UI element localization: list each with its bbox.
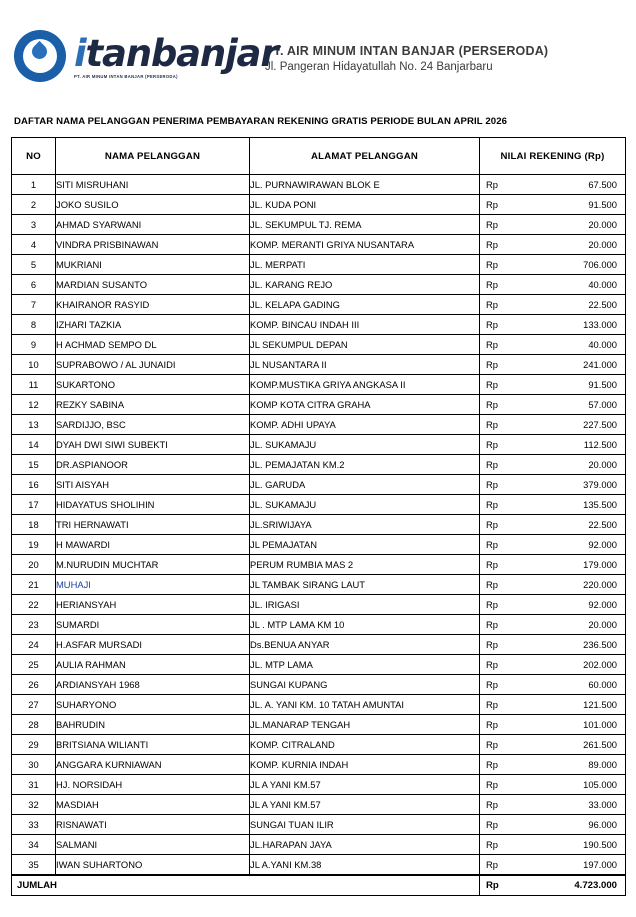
cell-no: 10 [12, 355, 56, 375]
cell-amount [480, 535, 626, 555]
cell-customer-address: JL. KELAPA GADING [250, 295, 480, 315]
customer-table [11, 137, 626, 875]
table-row [12, 175, 626, 195]
cell-amount-value: 236.500 [583, 639, 617, 650]
cell-currency: Rp [486, 699, 498, 710]
cell-no: 5 [12, 255, 56, 275]
total-amount-cell [480, 875, 626, 896]
cell-amount-value: 135.500 [583, 499, 617, 510]
cell-amount-value: 133.000 [583, 319, 617, 330]
cell-no: 28 [12, 715, 56, 735]
cell-amount [480, 555, 626, 575]
cell-amount [480, 455, 626, 475]
cell-customer-name: IZHARI TAZKIA [56, 315, 250, 335]
cell-no: 34 [12, 835, 56, 855]
cell-customer-address: JL. A. YANI KM. 10 TATAH AMUNTAI [250, 695, 480, 715]
cell-currency: Rp [486, 599, 498, 610]
table-header [12, 138, 626, 175]
table-row [12, 235, 626, 255]
cell-amount-value: 190.500 [583, 839, 617, 850]
cell-amount [480, 795, 626, 815]
cell-customer-address: JL A YANI KM.57 [250, 795, 480, 815]
cell-amount-value: 241.000 [583, 359, 617, 370]
table-row [12, 795, 626, 815]
brand-word-prefix: i [74, 32, 86, 75]
cell-customer-address: KOMP. MERANTI GRIYA NUSANTARA [250, 235, 480, 255]
cell-amount [480, 695, 626, 715]
cell-currency: Rp [486, 279, 498, 290]
table-row [12, 455, 626, 475]
cell-no: 32 [12, 795, 56, 815]
cell-customer-name: BAHRUDIN [56, 715, 250, 735]
cell-currency: Rp [486, 239, 498, 250]
cell-amount-value: 22.500 [588, 299, 617, 310]
cell-amount-value: 96.000 [588, 819, 617, 830]
cell-no: 29 [12, 735, 56, 755]
cell-customer-name: VINDRA PRISBINAWAN [56, 235, 250, 255]
total-row [12, 875, 626, 896]
cell-amount-value: 92.000 [588, 599, 617, 610]
cell-amount-value: 261.500 [583, 739, 617, 750]
cell-amount-value: 67.500 [588, 179, 617, 190]
cell-customer-name: MUKRIANI [56, 255, 250, 275]
cell-amount-value: 706.000 [583, 259, 617, 270]
cell-amount [480, 515, 626, 535]
table-row [12, 475, 626, 495]
cell-customer-name: MARDIAN SUSANTO [56, 275, 250, 295]
cell-currency: Rp [486, 779, 498, 790]
cell-amount-value: 101.000 [583, 719, 617, 730]
cell-amount [480, 635, 626, 655]
cell-customer-name: H ACHMAD SEMPO DL [56, 335, 250, 355]
cell-customer-address: JL. KARANG REJO [250, 275, 480, 295]
cell-customer-name: MUHAJI [56, 575, 250, 595]
cell-no: 25 [12, 655, 56, 675]
table-row [12, 555, 626, 575]
cell-amount-value: 20.000 [588, 219, 617, 230]
cell-customer-address: JL A.YANI KM.38 [250, 855, 480, 875]
column-header-address: ALAMAT PELANGGAN [250, 138, 480, 175]
table-row [12, 355, 626, 375]
cell-customer-address: SUNGAI TUAN ILIR [250, 815, 480, 835]
table-row [12, 815, 626, 835]
cell-customer-address: JL TAMBAK SIRANG LAUT [250, 575, 480, 595]
cell-amount [480, 655, 626, 675]
cell-customer-name: MASDIAH [56, 795, 250, 815]
cell-no: 6 [12, 275, 56, 295]
total-label: JUMLAH [12, 875, 480, 896]
cell-amount-value: 105.000 [583, 779, 617, 790]
cell-amount-value: 33.000 [588, 799, 617, 810]
cell-amount [480, 815, 626, 835]
table-row [12, 755, 626, 775]
cell-currency: Rp [486, 819, 498, 830]
table-row [12, 195, 626, 215]
cell-currency: Rp [486, 419, 498, 430]
table-row [12, 495, 626, 515]
cell-amount-value: 60.000 [588, 679, 617, 690]
table-row [12, 775, 626, 795]
cell-no: 22 [12, 595, 56, 615]
cell-currency: Rp [486, 659, 498, 670]
table-row [12, 575, 626, 595]
column-header-amount: NILAI REKENING (Rp) [480, 138, 626, 175]
table-row [12, 835, 626, 855]
page-title: DAFTAR NAMA PELANGGAN PENERIMA PEMBAYARAN REKENING GRATIS PERIODE BULAN APRIL 2026 [14, 116, 508, 127]
table-row [12, 535, 626, 555]
cell-customer-address: JL.SRIWIJAYA [250, 515, 480, 535]
cell-no: 18 [12, 515, 56, 535]
table-row [12, 215, 626, 235]
cell-customer-address: JL. SEKUMPUL TJ. REMA [250, 215, 480, 235]
cell-customer-address: JL . MTP LAMA KM 10 [250, 615, 480, 635]
cell-amount-value: 92.000 [588, 539, 617, 550]
cell-customer-address: JL. PEMAJATAN KM.2 [250, 455, 480, 475]
cell-amount [480, 215, 626, 235]
cell-amount-value: 202.000 [583, 659, 617, 670]
cell-no: 11 [12, 375, 56, 395]
company-name: PT. AIR MINUM INTAN BANJAR (PERSERODA) [265, 43, 549, 58]
cell-customer-name: M.NURUDIN MUCHTAR [56, 555, 250, 575]
cell-currency: Rp [486, 719, 498, 730]
cell-customer-address: JL. KUDA PONI [250, 195, 480, 215]
company-address: Jl. Pangeran Hidayatullah No. 24 Banjarbaru [265, 60, 493, 73]
company-logo-icon [14, 28, 72, 86]
cell-no: 24 [12, 635, 56, 655]
cell-amount [480, 835, 626, 855]
cell-amount [480, 575, 626, 595]
cell-no: 4 [12, 235, 56, 255]
cell-amount-value: 22.500 [588, 519, 617, 530]
cell-amount [480, 335, 626, 355]
cell-currency: Rp [486, 479, 498, 490]
total-amount: 4.723.000 [574, 880, 617, 891]
table-row [12, 275, 626, 295]
cell-no: 1 [12, 175, 56, 195]
cell-customer-address: JL. PURNAWIRAWAN BLOK E [250, 175, 480, 195]
table-row [12, 295, 626, 315]
cell-currency: Rp [486, 339, 498, 350]
cell-customer-name: HIDAYATUS SHOLIHIN [56, 495, 250, 515]
cell-currency: Rp [486, 739, 498, 750]
cell-no: 21 [12, 575, 56, 595]
cell-amount-value: 40.000 [588, 339, 617, 350]
cell-customer-name: REZKY SABINA [56, 395, 250, 415]
cell-amount [480, 195, 626, 215]
cell-customer-name: DYAH DWI SIWI SUBEKTI [56, 435, 250, 455]
cell-customer-address: KOMP. KURNIA INDAH [250, 755, 480, 775]
cell-amount-value: 20.000 [588, 619, 617, 630]
column-header-name: NAMA PELANGGAN [56, 138, 250, 175]
cell-customer-address: JL SEKUMPUL DEPAN [250, 335, 480, 355]
cell-no: 2 [12, 195, 56, 215]
cell-currency: Rp [486, 799, 498, 810]
cell-customer-address: SUNGAI KUPANG [250, 675, 480, 695]
cell-amount [480, 615, 626, 635]
table-row [12, 615, 626, 635]
cell-amount-value: 379.000 [583, 479, 617, 490]
cell-currency: Rp [486, 319, 498, 330]
cell-currency: Rp [486, 619, 498, 630]
cell-customer-name: SUKARTONO [56, 375, 250, 395]
table-row [12, 595, 626, 615]
cell-no: 19 [12, 535, 56, 555]
table-row [12, 635, 626, 655]
cell-no: 20 [12, 555, 56, 575]
cell-currency: Rp [486, 499, 498, 510]
cell-customer-name: SARDIJJO, BSC [56, 415, 250, 435]
cell-currency: Rp [486, 519, 498, 530]
cell-no: 3 [12, 215, 56, 235]
brand-wordmark [74, 32, 278, 79]
table-row [12, 335, 626, 355]
cell-customer-name: BRITSIANA WILIANTI [56, 735, 250, 755]
cell-customer-name: DR.ASPIANOOR [56, 455, 250, 475]
cell-customer-address: KOMP.MUSTIKA GRIYA ANGKASA II [250, 375, 480, 395]
cell-customer-address: JL. IRIGASI [250, 595, 480, 615]
cell-customer-name: H.ASFAR MURSADI [56, 635, 250, 655]
cell-amount [480, 595, 626, 615]
total-currency: Rp [486, 880, 499, 891]
cell-amount [480, 415, 626, 435]
cell-amount [480, 475, 626, 495]
cell-customer-address: JL PEMAJATAN [250, 535, 480, 555]
cell-customer-name: RISNAWATI [56, 815, 250, 835]
cell-customer-address: JL. SUKAMAJU [250, 435, 480, 455]
cell-customer-address: PERUM RUMBIA MAS 2 [250, 555, 480, 575]
cell-amount-value: 220.000 [583, 579, 617, 590]
cell-no: 7 [12, 295, 56, 315]
cell-currency: Rp [486, 559, 498, 570]
cell-customer-name: SALMANI [56, 835, 250, 855]
cell-customer-name: AHMAD SYARWANI [56, 215, 250, 235]
cell-customer-address: KOMP KOTA CITRA GRAHA [250, 395, 480, 415]
cell-currency: Rp [486, 219, 498, 230]
cell-amount-value: 227.500 [583, 419, 617, 430]
cell-currency: Rp [486, 759, 498, 770]
cell-amount-value: 197.000 [583, 859, 617, 870]
cell-customer-address: JL. MERPATI [250, 255, 480, 275]
cell-currency: Rp [486, 379, 498, 390]
cell-amount [480, 755, 626, 775]
cell-amount-value: 91.500 [588, 199, 617, 210]
cell-no: 30 [12, 755, 56, 775]
cell-no: 17 [12, 495, 56, 515]
company-info [265, 42, 548, 73]
cell-currency: Rp [486, 639, 498, 650]
cell-customer-name: TRI HERNAWATI [56, 515, 250, 535]
cell-amount [480, 375, 626, 395]
cell-no: 27 [12, 695, 56, 715]
cell-customer-address: JL.HARAPAN JAYA [250, 835, 480, 855]
cell-customer-address: JL NUSANTARA II [250, 355, 480, 375]
table-row [12, 375, 626, 395]
cell-customer-name: ANGGARA KURNIAWAN [56, 755, 250, 775]
table-row [12, 855, 626, 875]
cell-customer-address: KOMP. ADHI UPAYA [250, 415, 480, 435]
cell-currency: Rp [486, 839, 498, 850]
cell-amount [480, 235, 626, 255]
cell-currency: Rp [486, 299, 498, 310]
cell-currency: Rp [486, 539, 498, 550]
cell-customer-name: KHAIRANOR RASYID [56, 295, 250, 315]
table-row [12, 655, 626, 675]
cell-currency: Rp [486, 579, 498, 590]
table-row [12, 415, 626, 435]
cell-customer-name: HERIANSYAH [56, 595, 250, 615]
cell-amount [480, 675, 626, 695]
cell-amount [480, 435, 626, 455]
cell-no: 35 [12, 855, 56, 875]
cell-currency: Rp [486, 359, 498, 370]
cell-currency: Rp [486, 399, 498, 410]
table-body [12, 175, 626, 875]
cell-customer-name: AULIA RAHMAN [56, 655, 250, 675]
cell-customer-name: SUHARYONO [56, 695, 250, 715]
cell-customer-name: JOKO SUSILO [56, 195, 250, 215]
cell-amount [480, 355, 626, 375]
cell-no: 26 [12, 675, 56, 695]
cell-customer-address: JL. SUKAMAJU [250, 495, 480, 515]
cell-no: 9 [12, 335, 56, 355]
brand-word [74, 32, 278, 75]
cell-amount-value: 89.000 [588, 759, 617, 770]
cell-no: 16 [12, 475, 56, 495]
cell-amount-value: 40.000 [588, 279, 617, 290]
cell-amount [480, 255, 626, 275]
cell-customer-name: SITI MISRUHANI [56, 175, 250, 195]
column-header-no: NO [12, 138, 56, 175]
cell-currency: Rp [486, 259, 498, 270]
cell-no: 14 [12, 435, 56, 455]
brand-word-main: tanbanjar [85, 32, 278, 75]
cell-currency: Rp [486, 439, 498, 450]
table-row [12, 395, 626, 415]
table-row [12, 515, 626, 535]
cell-amount-value: 179.000 [583, 559, 617, 570]
cell-amount [480, 175, 626, 195]
table-row [12, 255, 626, 275]
cell-no: 12 [12, 395, 56, 415]
cell-customer-name: SUMARDI [56, 615, 250, 635]
cell-no: 33 [12, 815, 56, 835]
cell-currency: Rp [486, 199, 498, 210]
cell-customer-address: JL A YANI KM.57 [250, 775, 480, 795]
table-row [12, 715, 626, 735]
cell-no: 31 [12, 775, 56, 795]
cell-amount [480, 315, 626, 335]
cell-amount-value: 91.500 [588, 379, 617, 390]
table-header-row [12, 138, 626, 175]
table-row [12, 675, 626, 695]
cell-currency: Rp [486, 679, 498, 690]
table-row [12, 735, 626, 755]
cell-no: 13 [12, 415, 56, 435]
cell-amount [480, 275, 626, 295]
cell-customer-name: IWAN SUHARTONO [56, 855, 250, 875]
cell-amount-value: 57.000 [588, 399, 617, 410]
cell-customer-address: JL.MANARAP TENGAH [250, 715, 480, 735]
cell-amount [480, 855, 626, 875]
cell-currency: Rp [486, 459, 498, 470]
cell-customer-address: Ds.BENUA ANYAR [250, 635, 480, 655]
cell-amount [480, 775, 626, 795]
brand-subtext: PT. AIR MINUM INTAN BANJAR (PERSERODA) [74, 74, 178, 79]
table-row [12, 695, 626, 715]
cell-amount [480, 495, 626, 515]
cell-customer-name: HJ. NORSIDAH [56, 775, 250, 795]
table-row [12, 435, 626, 455]
cell-no: 15 [12, 455, 56, 475]
cell-no: 8 [12, 315, 56, 335]
table-row [12, 315, 626, 335]
cell-amount-value: 112.500 [583, 439, 617, 450]
cell-amount [480, 715, 626, 735]
cell-amount-value: 20.000 [588, 459, 617, 470]
cell-customer-address: KOMP. BINCAU INDAH III [250, 315, 480, 335]
cell-amount [480, 735, 626, 755]
cell-amount-value: 121.500 [583, 699, 617, 710]
letterhead [10, 0, 626, 92]
cell-amount [480, 295, 626, 315]
cell-customer-name: SITI AISYAH [56, 475, 250, 495]
cell-amount [480, 395, 626, 415]
cell-amount-value: 20.000 [588, 239, 617, 250]
cell-customer-name: ARDIANSYAH 1968 [56, 675, 250, 695]
cell-customer-name: H MAWARDI [56, 535, 250, 555]
cell-currency: Rp [486, 179, 498, 190]
cell-no: 23 [12, 615, 56, 635]
cell-customer-address: JL. MTP LAMA [250, 655, 480, 675]
cell-currency: Rp [486, 859, 498, 870]
total-table [11, 874, 626, 896]
cell-customer-address: KOMP. CITRALAND [250, 735, 480, 755]
cell-customer-name: SUPRABOWO / AL JUNAIDI [56, 355, 250, 375]
cell-customer-address: JL. GARUDA [250, 475, 480, 495]
